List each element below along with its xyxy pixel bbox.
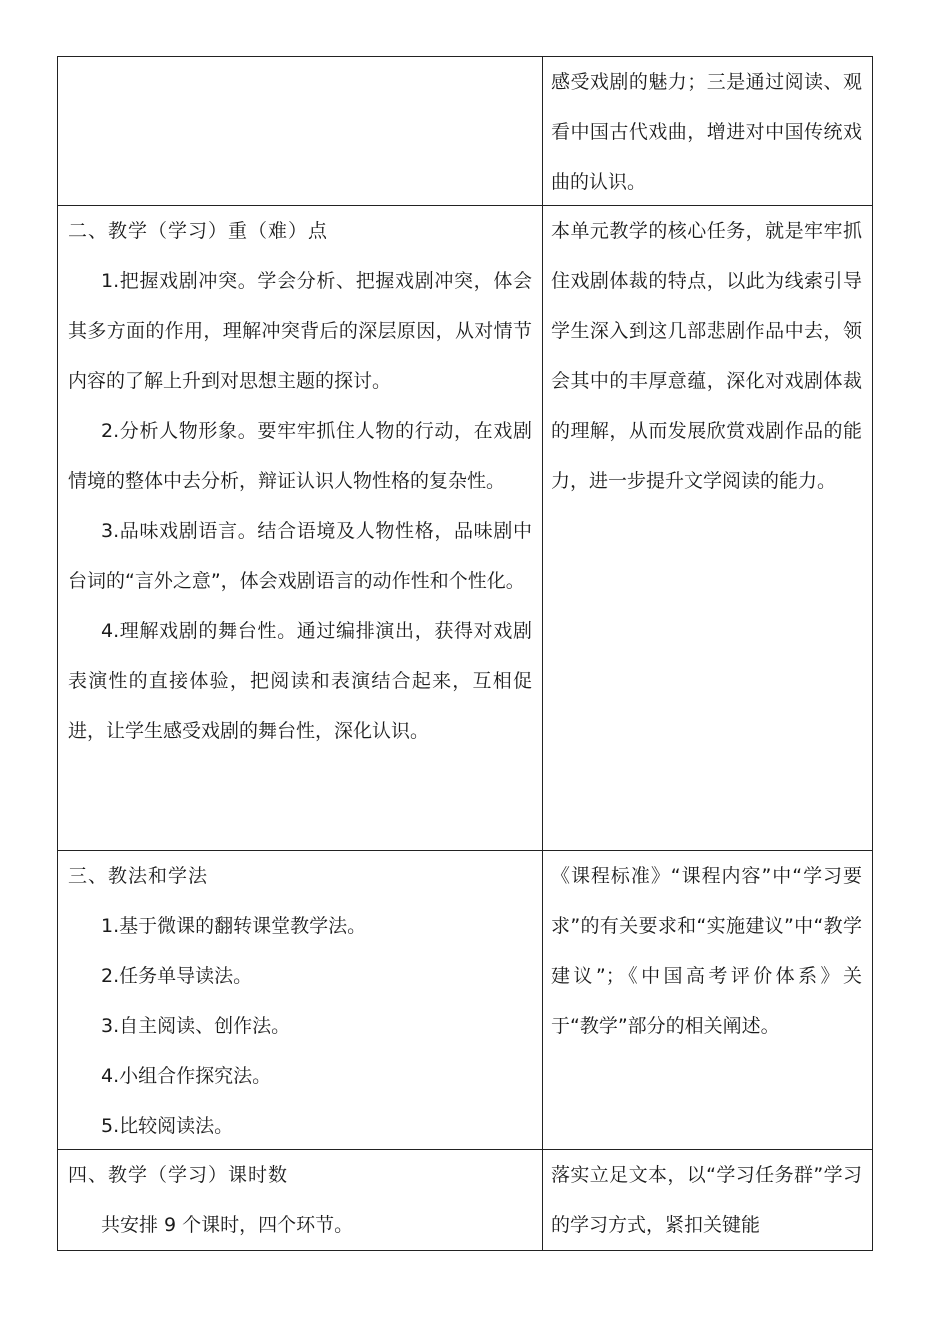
left-cell-empty [58, 57, 543, 206]
hours-heading: 四、教学（学习）课时数 [68, 1164, 289, 1186]
table-row-continuation [58, 57, 873, 206]
right-cell-continuation [543, 57, 873, 206]
method-item-3: 3.自主阅读、创作法。 [101, 1015, 291, 1037]
key-point-4: 4.理解戏剧的舞台性。通过编排演出，获得对戏剧表演性的直接体验，把阅读和表演结合起来，互相促进，让学生感受戏剧的舞台性，深化认识。 [68, 620, 532, 742]
methods-rationale: 《课程标准》“课程内容”中“学习要求”的有关要求和“实施建议”中“教学建议”；《中国高考评价体系》关于“教学”部分的相关阐述。 [551, 865, 862, 1037]
method-item-4: 4.小组合作探究法。 [101, 1065, 272, 1087]
methods-rationale-cell [543, 851, 873, 1150]
methods-heading: 三、教法和学法 [68, 865, 209, 887]
key-point-3: 3.品味戏剧语言。结合语境及人物性格，品味剧中台词的“言外之意”，体会戏剧语言的动作性和个性化。 [68, 520, 532, 592]
table-row-methods [58, 851, 873, 1150]
method-item-2: 2.任务单导读法。 [101, 965, 253, 987]
key-points-heading: 二、教学（学习）重（难）点 [68, 220, 329, 242]
key-point-2: 2.分析人物形象。要牢牢抓住人物的行动，在戏剧情境的整体中去分析，辩证认识人物性格的复杂性。 [68, 420, 532, 492]
continuation-text: 感受戏剧的魅力；三是通过阅读、观看中国古代戏曲，增进对中国传统戏曲的认识。 [551, 71, 862, 193]
methods-cell [58, 851, 543, 1150]
method-item-1: 1.基于微课的翻转课堂教学法。 [101, 915, 367, 937]
hours-cell [58, 1150, 543, 1251]
key-point-1: 1.把握戏剧冲突。学会分析、把握戏剧冲突，体会其多方面的作用，理解冲突背后的深层原因，从对情节内容的了解上升到对思想主题的探讨。 [68, 270, 532, 392]
hours-text: 共安排 9 个课时，四个环节。 [101, 1214, 354, 1236]
key-points-cell [58, 206, 543, 851]
table-row-key-points [58, 206, 873, 851]
key-points-rationale-cell [543, 206, 873, 851]
key-points-rationale: 本单元教学的核心任务，就是牢牢抓住戏剧体裁的特点，以此为线索引导学生深入到这几部悲剧作品中去，领会其中的丰厚意蕴，深化对戏剧体裁的理解，从而发展欣赏戏剧作品的能力，进一步提升文学阅读的能力。 [551, 220, 862, 492]
lesson-plan-table [57, 56, 873, 1251]
method-item-5: 5.比较阅读法。 [101, 1115, 234, 1137]
hours-rationale: 落实立足文本，以“学习任务群”学习的学习方式，紧扣关键能 [551, 1164, 862, 1236]
table-row-hours [58, 1150, 873, 1251]
hours-rationale-cell [543, 1150, 873, 1251]
